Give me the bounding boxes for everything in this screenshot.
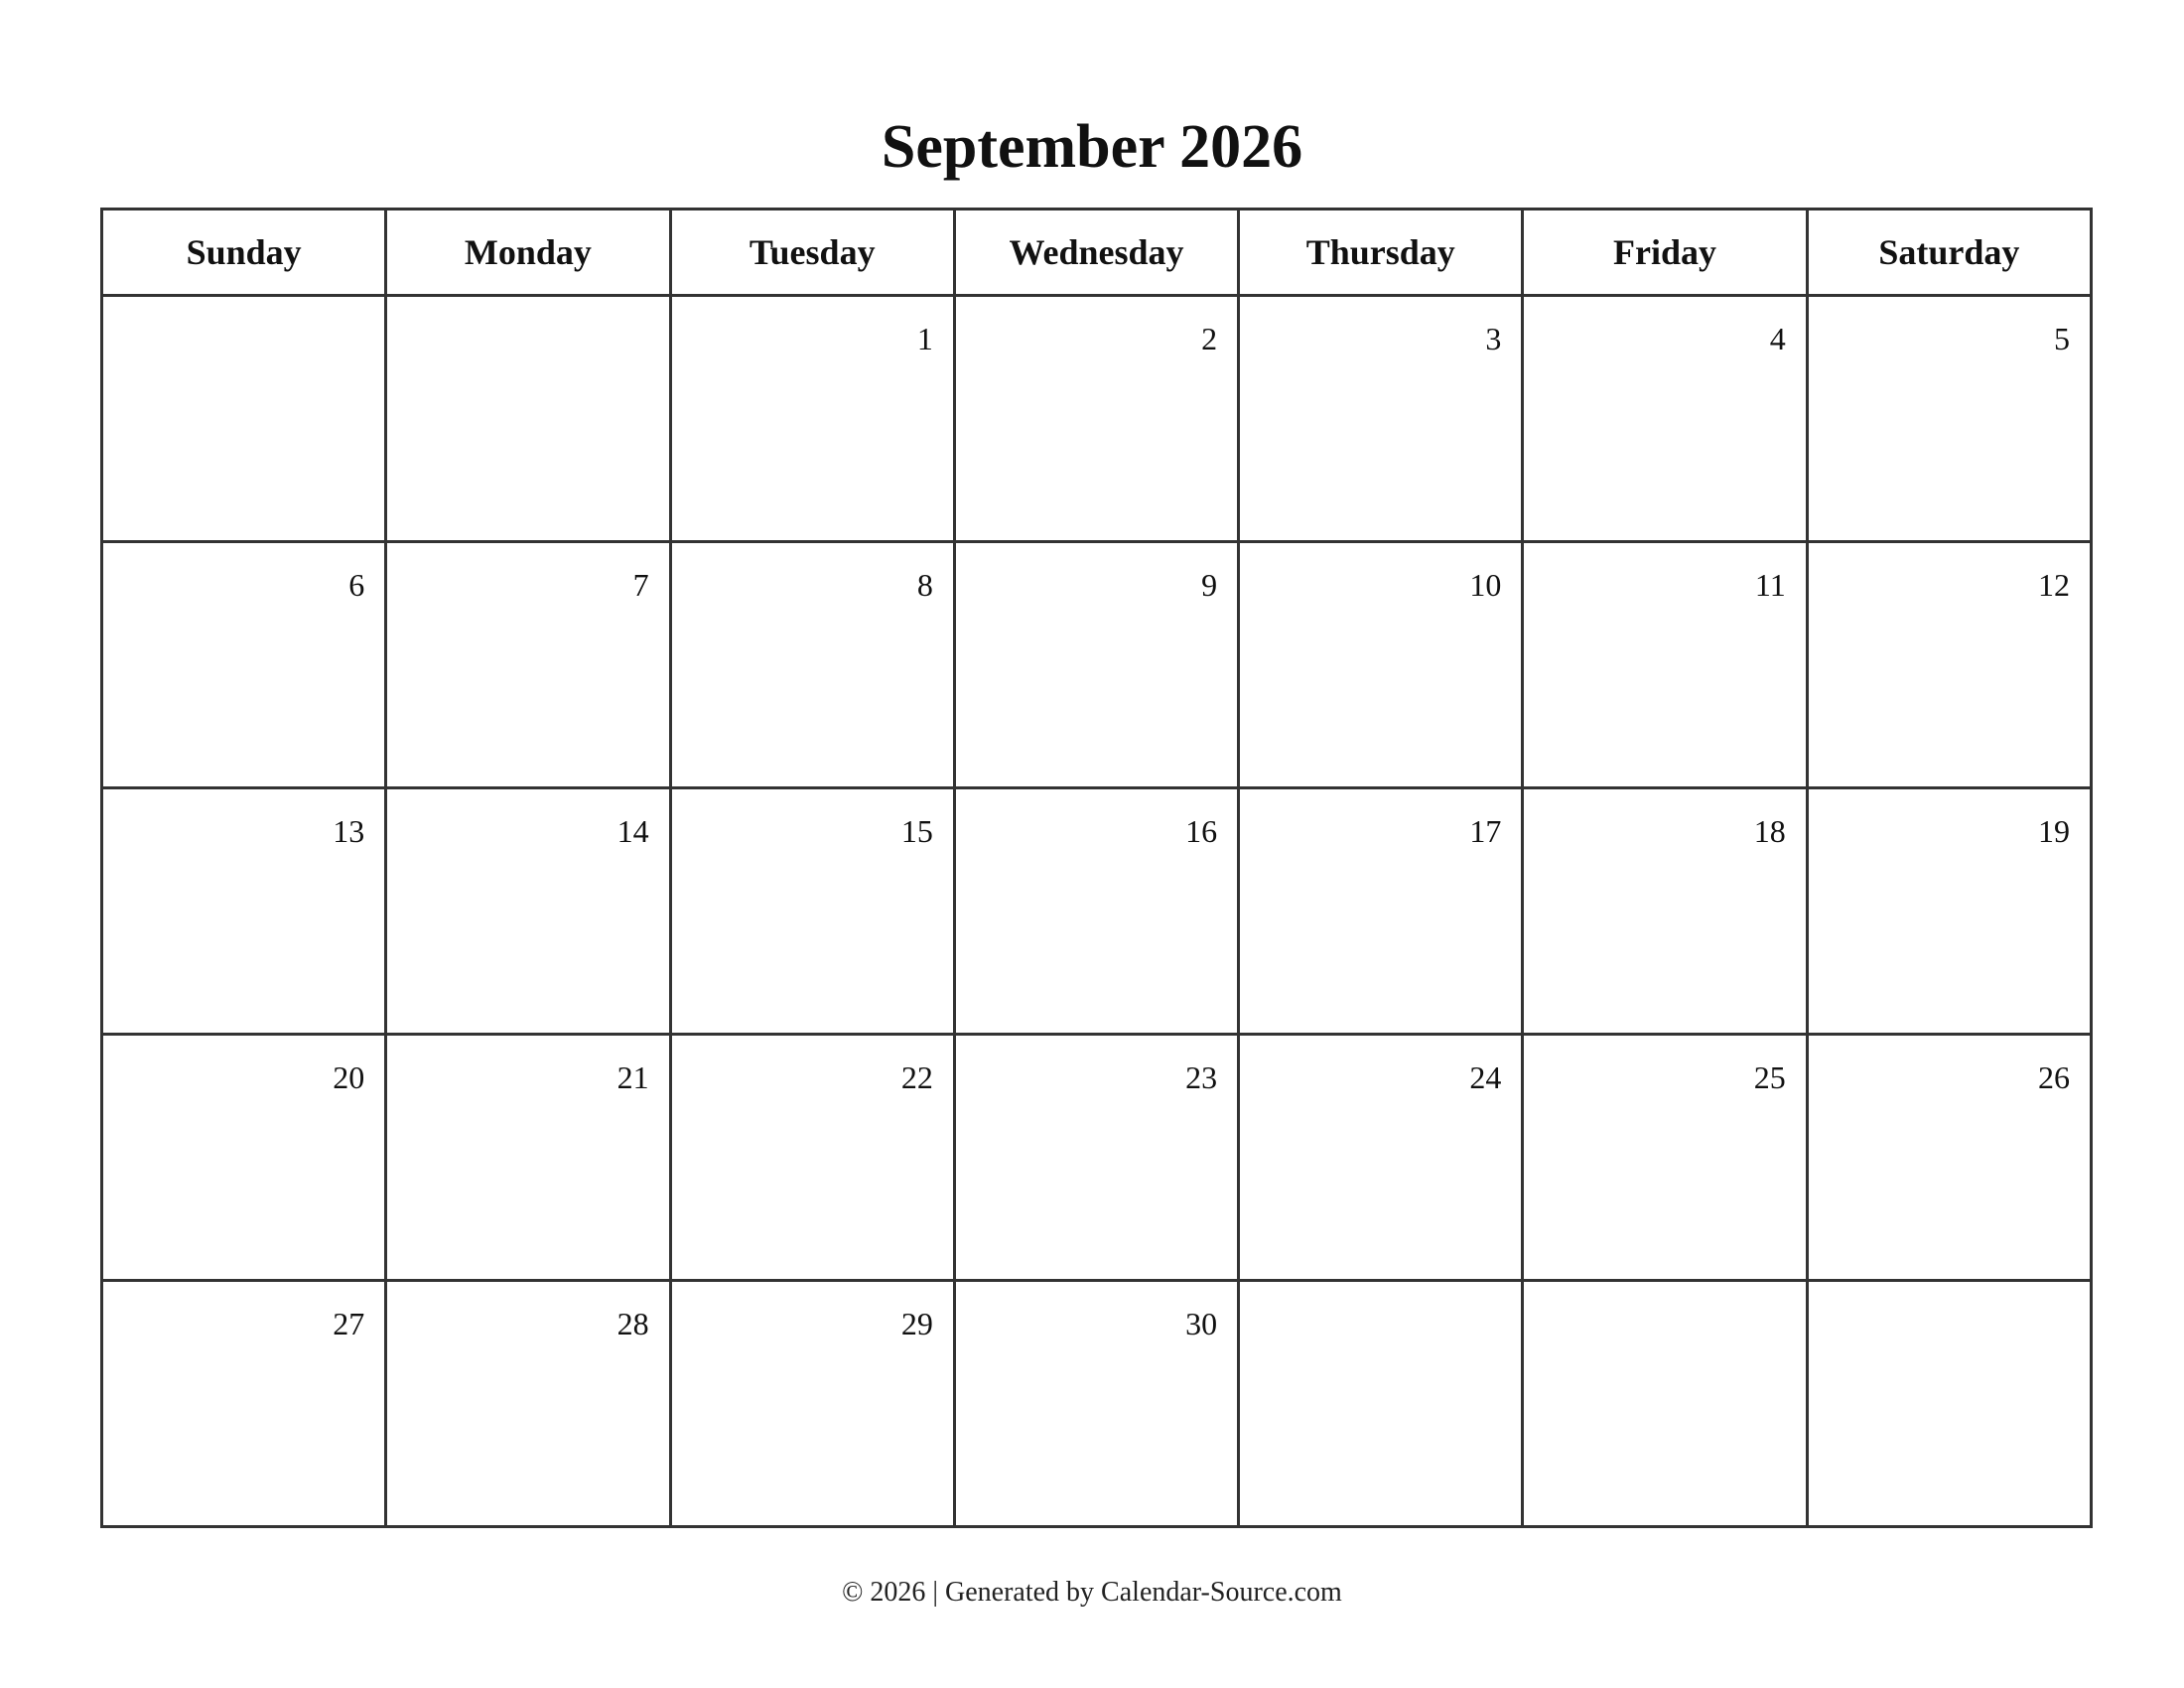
footer-credit: © 2026 | Generated by Calendar-Source.com: [842, 1577, 1342, 1608]
weekday-header-monday: Monday: [386, 210, 670, 296]
day-cell: [1523, 788, 1807, 1035]
day-number: [1524, 1282, 1805, 1306]
day-number: 23: [1185, 1059, 1218, 1095]
day-cell: [1239, 1035, 1523, 1281]
day-cell: [1239, 296, 1523, 542]
week-row: [102, 788, 2092, 1035]
day-cell: [1807, 1281, 2091, 1527]
day-cell: [102, 1035, 386, 1281]
day-cell: [670, 1281, 954, 1527]
week-row: [102, 1035, 2092, 1281]
day-number: 28: [616, 1306, 649, 1341]
week-row: [102, 542, 2092, 788]
day-number: 7: [632, 567, 649, 603]
day-number: 6: [348, 567, 365, 603]
day-number: 2: [1201, 321, 1218, 356]
day-number: 4: [1769, 321, 1786, 356]
weekday-header-saturday: Saturday: [1807, 210, 2091, 296]
day-number: 16: [1185, 813, 1218, 849]
day-number: 26: [2038, 1059, 2070, 1095]
day-number: 5: [2054, 321, 2070, 356]
day-cell: [1807, 296, 2091, 542]
day-number: [387, 297, 668, 321]
day-number: 30: [1185, 1306, 1218, 1341]
day-cell: [386, 296, 670, 542]
day-cell: [386, 788, 670, 1035]
day-cell: [1523, 542, 1807, 788]
day-number: 22: [900, 1059, 933, 1095]
week-row: [102, 296, 2092, 542]
day-cell: [1807, 1035, 2091, 1281]
day-number: 19: [2038, 813, 2070, 849]
weekday-header-thursday: Thursday: [1239, 210, 1523, 296]
day-cell: [386, 1035, 670, 1281]
day-number: 10: [1469, 567, 1502, 603]
day-cell: [386, 1281, 670, 1527]
day-number: 3: [1485, 321, 1502, 356]
calendar-grid: [100, 208, 2093, 1528]
day-cell: [1239, 542, 1523, 788]
day-number: 11: [1754, 567, 1786, 603]
weekday-header-wednesday: Wednesday: [954, 210, 1238, 296]
day-cell: [1807, 788, 2091, 1035]
day-cell: [954, 788, 1238, 1035]
day-number: 14: [616, 813, 649, 849]
weekday-header-row: [102, 210, 2092, 296]
day-cell: [1523, 1035, 1807, 1281]
day-number: 18: [1753, 813, 1786, 849]
day-number: [1809, 1282, 2090, 1306]
day-number: 9: [1201, 567, 1218, 603]
day-number: 27: [333, 1306, 365, 1341]
weekday-header-sunday: Sunday: [102, 210, 386, 296]
day-number: 24: [1469, 1059, 1502, 1095]
day-cell: [670, 296, 954, 542]
day-cell: [1523, 296, 1807, 542]
weekday-header-tuesday: Tuesday: [670, 210, 954, 296]
week-row: [102, 1281, 2092, 1527]
day-number: [1240, 1282, 1521, 1306]
calendar-title: September 2026: [881, 113, 1303, 181]
day-cell: [386, 542, 670, 788]
day-number: 29: [900, 1306, 933, 1341]
day-cell: [670, 542, 954, 788]
day-cell: [954, 296, 1238, 542]
day-cell: [102, 1281, 386, 1527]
day-cell: [670, 788, 954, 1035]
day-number: 17: [1469, 813, 1502, 849]
day-number: 8: [916, 567, 933, 603]
day-cell: [954, 1035, 1238, 1281]
day-cell: [1523, 1281, 1807, 1527]
day-cell: [1807, 542, 2091, 788]
day-number: [103, 297, 384, 321]
weekday-header-friday: Friday: [1523, 210, 1807, 296]
day-cell: [1239, 1281, 1523, 1527]
day-number: 13: [333, 813, 365, 849]
day-cell: [670, 1035, 954, 1281]
day-number: 12: [2038, 567, 2070, 603]
day-number: 20: [333, 1059, 365, 1095]
day-cell: [954, 1281, 1238, 1527]
day-number: 15: [900, 813, 933, 849]
day-cell: [954, 542, 1238, 788]
day-number: 21: [616, 1059, 649, 1095]
day-cell: [102, 788, 386, 1035]
day-number: 1: [916, 321, 933, 356]
day-cell: [102, 296, 386, 542]
day-number: 25: [1753, 1059, 1786, 1095]
day-cell: [1239, 788, 1523, 1035]
day-cell: [102, 542, 386, 788]
